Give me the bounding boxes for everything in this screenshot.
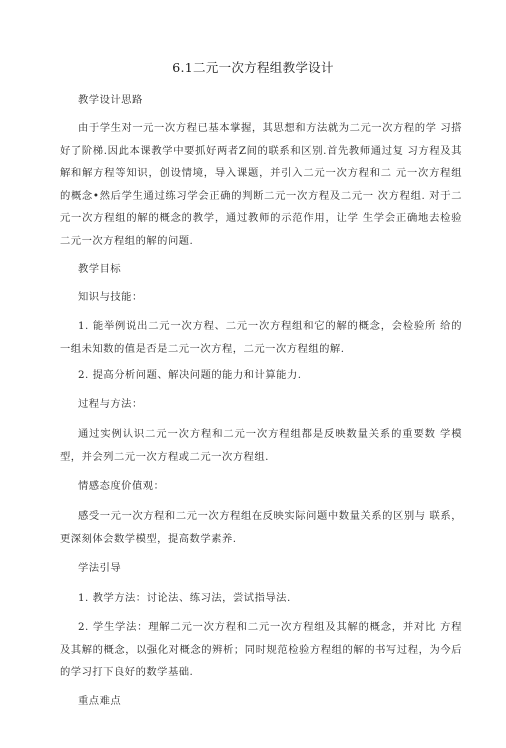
paragraph-knowledge-1: 1. 能举例说出二元一次方程、二元一次方程组和它的解的概念，会检验所 给的一组未知数的值是否是二元一次方程，二元一次方程组的解. <box>60 320 462 355</box>
heading-knowledge-skills: 知识与技能： <box>78 291 143 303</box>
heading-key-difficulties: 重点难点 <box>78 695 122 707</box>
paragraph-process-method: 通过实例认识二元一次方程和二元一次方程组都是反映数量关系的重要数 学模型，并会列二元一次方程或二元一次方程组. <box>60 428 462 463</box>
heading-teaching-goals: 教学目标 <box>78 263 122 275</box>
document-title: 6.1二元一次方程组教学设计 <box>172 60 334 75</box>
paragraph-method-1: 1. 教学方法：讨论法、练习法，尝试指导法. <box>78 592 291 604</box>
heading-learning-guidance: 学法引导 <box>78 562 122 574</box>
heading-emotion-values: 情感态度价值观： <box>78 480 165 492</box>
paragraph-method-2: 2. 学生学法：理解二元一次方程和二元一次方程组及其解的概念，并对比 方程及其解的概念，以强化对概念的辨析；同时规范检验方程组的解的书写过程，为今后的学习打下良好的数学基础. <box>60 621 462 678</box>
paragraph-emotion-values: 感受一元一次方程和二元一次方程组在反映实际问题中数量关系的区别与 联系，更深刻体会数学模型，提高数学素养. <box>60 510 462 545</box>
paragraph-design-idea: 由于学生对一元一次方程已基本掌握，其思想和方法就为二元一次方程的学 习搭好了阶梯.因此本课教学中要抓好两者Z间的联系和区别.首先教师通过复 习方程及其解和解方程等知识，创设情境，导入课题，并引入二元一次方程和二 元一次方程组的概念•然后学生通过练习学会正确的判断二元一次方程及二元一 次方程组. 对于二元一次方程组的解的概念的教学，通过教师的示范作用，让学 生学会正确地去检验二元一次方程组的解的问题. <box>60 122 462 247</box>
heading-design-idea: 教学设计思路 <box>78 94 143 106</box>
paragraph-knowledge-2: 2. 提高分析问题、解决问题的能力和计算能力. <box>78 369 302 381</box>
heading-process-method: 过程与方法： <box>78 398 143 410</box>
